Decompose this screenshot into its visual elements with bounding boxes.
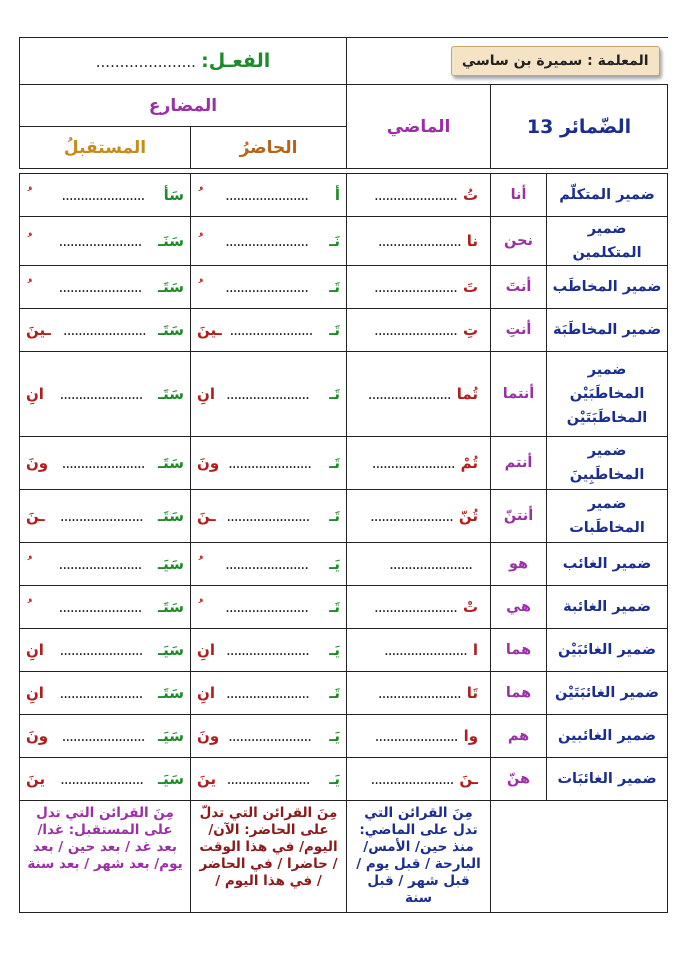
clue-future: مِنَ القرائن التي تدل على المستقبل: غدا/ بعد غد / بعد حين / بعد يوم/ بعد شهر / بعد سنة xyxy=(20,801,191,913)
future-prefix: سَتَـ xyxy=(158,598,185,616)
past-header: الماضي xyxy=(347,85,491,169)
conjugation-row xyxy=(20,715,668,758)
clue-present: مِنَ القرائن التي تدلّ على الحاضر: الآن/ اليوم/ في هذا الوقت / حاضرا / في الحاضر / في هذا اليوم / xyxy=(191,801,347,913)
future-prefix: سَيَـ xyxy=(158,641,185,659)
future-prefix: سَتَـ xyxy=(158,454,185,472)
future-blank: ...................... xyxy=(59,385,143,403)
present-suffix xyxy=(197,555,213,573)
present-header: الحاضرُ xyxy=(191,127,347,169)
present-prefix: تَـ xyxy=(329,454,341,472)
present-cell xyxy=(191,543,347,586)
past-blank: ...................... xyxy=(374,186,457,204)
conjugation-row xyxy=(20,266,668,309)
future-suffix: انِ xyxy=(26,385,44,403)
present-suffix: ونَ xyxy=(197,454,220,472)
present-blank: ...................... xyxy=(225,186,308,204)
teacher-name: المعلمة : سميرة بن ساسي xyxy=(451,46,660,76)
future-blank: ...................... xyxy=(61,454,145,472)
present-blank: ...................... xyxy=(226,507,310,525)
pronoun: هي xyxy=(491,586,547,629)
conjugation-row xyxy=(20,309,668,352)
clue-empty xyxy=(491,801,668,913)
present-suffix: انِ xyxy=(197,684,215,702)
past-cell xyxy=(347,309,491,352)
future-cell xyxy=(20,352,191,437)
present-suffix: انِ xyxy=(197,385,215,403)
past-cell xyxy=(347,352,491,437)
present-prefix: يَـ xyxy=(329,641,341,659)
future-suffix: ينَ xyxy=(26,770,46,788)
present-cell xyxy=(191,758,347,801)
future-suffix xyxy=(26,598,42,616)
pronoun-name: ضمير المتكلمين xyxy=(547,217,668,266)
present-prefix: تَـ xyxy=(329,321,341,339)
future-cell xyxy=(20,309,191,352)
present-suffix: ـينَ xyxy=(197,321,222,339)
past-blank: ...................... xyxy=(374,321,457,339)
present-prefix: يَـ xyxy=(329,727,341,745)
pronoun-name: ضمير المخاطَبات xyxy=(547,490,668,543)
present-cell xyxy=(191,586,347,629)
past-suffix: تُمْ xyxy=(460,454,479,472)
present-blank: ...................... xyxy=(226,641,309,659)
future-suffix xyxy=(26,555,42,573)
pronoun-name: ضمير الغائبَات xyxy=(547,758,668,801)
pronouns-title: الضّمائر 13 xyxy=(491,85,668,169)
future-cell xyxy=(20,715,191,758)
future-blank: ...................... xyxy=(61,727,145,745)
pronoun-name: ضمير المخاطَبَة xyxy=(547,309,668,352)
past-blank: ...................... xyxy=(369,507,453,525)
pronoun: أنتما xyxy=(491,352,547,437)
present-blank: ...................... xyxy=(228,727,312,745)
past-cell xyxy=(347,266,491,309)
past-suffix: تُ xyxy=(462,186,479,204)
future-prefix: سَيَـ xyxy=(158,770,185,788)
present-blank: ...................... xyxy=(226,684,309,702)
past-blank: ...................... xyxy=(371,454,455,472)
present-suffix xyxy=(197,278,213,296)
pronoun: هما xyxy=(491,629,547,672)
future-blank: ...................... xyxy=(59,641,143,659)
present-suffix: ونَ xyxy=(197,727,220,745)
future-cell xyxy=(20,672,191,715)
past-cell xyxy=(347,629,491,672)
future-suffix: انِ xyxy=(26,684,44,702)
future-blank: ...................... xyxy=(62,321,146,339)
present-prefix: نَـ xyxy=(329,232,341,250)
present-blank: ...................... xyxy=(226,385,309,403)
present-suffix: انِ xyxy=(197,641,215,659)
present-cell xyxy=(191,715,347,758)
conjugation-row xyxy=(20,672,668,715)
future-blank: ...................... xyxy=(58,598,142,616)
present-blank: ...................... xyxy=(226,770,310,788)
verb-label: الفعـل: xyxy=(201,50,271,72)
present-suffix: ـنَ xyxy=(197,507,216,525)
past-suffix: تِ xyxy=(462,321,479,339)
past-cell xyxy=(347,586,491,629)
present-cell xyxy=(191,174,347,217)
future-blank: ...................... xyxy=(59,507,143,525)
future-cell xyxy=(20,758,191,801)
future-suffix xyxy=(26,232,42,250)
past-cell xyxy=(347,217,491,266)
future-blank: ...................... xyxy=(58,232,142,250)
pronoun: أنا xyxy=(491,174,547,217)
present-cell xyxy=(191,352,347,437)
future-cell xyxy=(20,437,191,490)
past-cell xyxy=(347,437,491,490)
conjugation-row xyxy=(20,543,668,586)
past-suffix: نا xyxy=(466,232,479,250)
pronoun: هما xyxy=(491,672,547,715)
present-prefix: تَـ xyxy=(329,507,341,525)
pronoun-name: ضمير المخاطَب xyxy=(547,266,668,309)
pronoun: أنتَ xyxy=(491,266,547,309)
present-blank: ...................... xyxy=(225,598,308,616)
past-suffix: ـنَ xyxy=(459,770,479,788)
future-prefix: سَتَـ xyxy=(158,321,185,339)
pronoun-name: ضمير الغائبة xyxy=(547,586,668,629)
past-cell xyxy=(347,490,491,543)
past-suffix: وا xyxy=(463,727,479,745)
conjugation-row xyxy=(20,352,668,437)
present-cell xyxy=(191,217,347,266)
past-blank: ...................... xyxy=(389,555,473,573)
pronoun: هنّ xyxy=(491,758,547,801)
future-blank: ...................... xyxy=(58,278,142,296)
pronoun-name: ضمير الغائبين xyxy=(547,715,668,758)
present-prefix: أ xyxy=(334,186,341,204)
teacher-cell xyxy=(347,38,668,85)
pronoun: هم xyxy=(491,715,547,758)
present-cell xyxy=(191,437,347,490)
past-cell xyxy=(347,715,491,758)
conjugation-row xyxy=(20,437,668,490)
pronoun-name: ضمير الغائبَيْن xyxy=(547,629,668,672)
future-cell xyxy=(20,586,191,629)
past-suffix: تُما xyxy=(456,385,479,403)
future-suffix: ونَ xyxy=(26,727,49,745)
past-blank: ...................... xyxy=(377,232,461,250)
future-suffix: ـنَ xyxy=(26,507,45,525)
present-blank: ...................... xyxy=(225,232,308,250)
pronoun: أنتم xyxy=(491,437,547,490)
present-group-header: المضارع xyxy=(20,85,347,127)
future-blank: ...................... xyxy=(59,684,143,702)
future-suffix: ونَ xyxy=(26,454,49,472)
future-suffix xyxy=(26,278,42,296)
clue-past: مِنَ القرائن التي تدل على الماضي: منذ حين/ الأمس/ البارحة / قبل يوم / قبل شهر / قبل سنة xyxy=(347,801,491,913)
present-blank: ...................... xyxy=(229,321,313,339)
future-prefix: سَتَـ xyxy=(158,684,185,702)
conjugation-row xyxy=(20,217,668,266)
pronoun: أنتنّ xyxy=(491,490,547,543)
future-cell xyxy=(20,266,191,309)
past-blank: ...................... xyxy=(367,385,451,403)
past-suffix: تْ xyxy=(462,598,479,616)
future-cell xyxy=(20,174,191,217)
pronoun-name: ضمير الغائب xyxy=(547,543,668,586)
pronoun: نحن xyxy=(491,217,547,266)
verb-cell xyxy=(20,38,347,85)
past-blank: ...................... xyxy=(383,641,467,659)
conjugation-table xyxy=(19,37,668,913)
present-suffix xyxy=(197,186,213,204)
future-blank: ...................... xyxy=(61,186,145,204)
future-cell xyxy=(20,629,191,672)
past-blank: ...................... xyxy=(377,684,461,702)
pronoun: هو xyxy=(491,543,547,586)
clues-row xyxy=(20,801,668,913)
past-cell xyxy=(347,543,491,586)
future-header: المستقبلُ xyxy=(20,127,191,169)
future-suffix: ـينَ xyxy=(26,321,51,339)
present-prefix: يَـ xyxy=(329,555,341,573)
present-blank: ...................... xyxy=(225,278,308,296)
conjugation-row xyxy=(20,758,668,801)
pronoun-name: ضمير المخاطَبَيْن المخاطَبَتَيْن xyxy=(547,352,668,437)
present-blank: ...................... xyxy=(225,555,308,573)
future-prefix: سَأ xyxy=(163,186,185,204)
future-suffix: انِ xyxy=(26,641,44,659)
past-suffix: ا xyxy=(472,641,479,659)
past-blank: ...................... xyxy=(370,770,454,788)
past-suffix: تَا xyxy=(466,684,479,702)
future-suffix xyxy=(26,186,42,204)
present-prefix: تَـ xyxy=(329,385,341,403)
conjugation-row xyxy=(20,629,668,672)
pronoun-name: ضمير الغائبَتَيْن xyxy=(547,672,668,715)
past-cell xyxy=(347,758,491,801)
past-blank: ...................... xyxy=(374,278,457,296)
present-cell xyxy=(191,672,347,715)
future-blank: ...................... xyxy=(58,555,142,573)
future-prefix: سَتَـ xyxy=(158,507,185,525)
present-cell xyxy=(191,309,347,352)
pronoun-name: ضمير المخاطَبِينَ xyxy=(547,437,668,490)
past-cell xyxy=(347,174,491,217)
past-suffix: تَ xyxy=(462,278,479,296)
conjugation-row xyxy=(20,490,668,543)
future-blank: ...................... xyxy=(60,770,144,788)
future-prefix: سَيَـ xyxy=(158,555,185,573)
present-suffix xyxy=(197,232,213,250)
past-blank: ...................... xyxy=(374,727,458,745)
present-suffix: ينَ xyxy=(197,770,217,788)
future-prefix: سَيَـ xyxy=(158,727,185,745)
present-suffix xyxy=(197,598,213,616)
future-cell xyxy=(20,490,191,543)
past-suffix: تُنّ xyxy=(458,507,479,525)
conjugation-row xyxy=(20,586,668,629)
present-prefix: تَـ xyxy=(329,684,341,702)
future-prefix: سَتَـ xyxy=(158,278,185,296)
present-cell xyxy=(191,266,347,309)
conjugation-row xyxy=(20,174,668,217)
future-prefix: سَتَـ xyxy=(158,385,185,403)
pronoun: أنتِ xyxy=(491,309,547,352)
present-cell xyxy=(191,490,347,543)
pronoun-name: ضمير المتكلّم xyxy=(547,174,668,217)
verb-dots: ..................... xyxy=(95,53,196,71)
future-cell xyxy=(20,543,191,586)
present-prefix: تَـ xyxy=(329,278,341,296)
past-cell xyxy=(347,672,491,715)
worksheet xyxy=(19,37,667,915)
past-blank: ...................... xyxy=(374,598,457,616)
present-cell xyxy=(191,629,347,672)
present-prefix: تَـ xyxy=(329,598,341,616)
present-blank: ...................... xyxy=(228,454,312,472)
future-cell xyxy=(20,217,191,266)
present-prefix: يَـ xyxy=(329,770,341,788)
future-prefix: سَنَـ xyxy=(158,232,185,250)
